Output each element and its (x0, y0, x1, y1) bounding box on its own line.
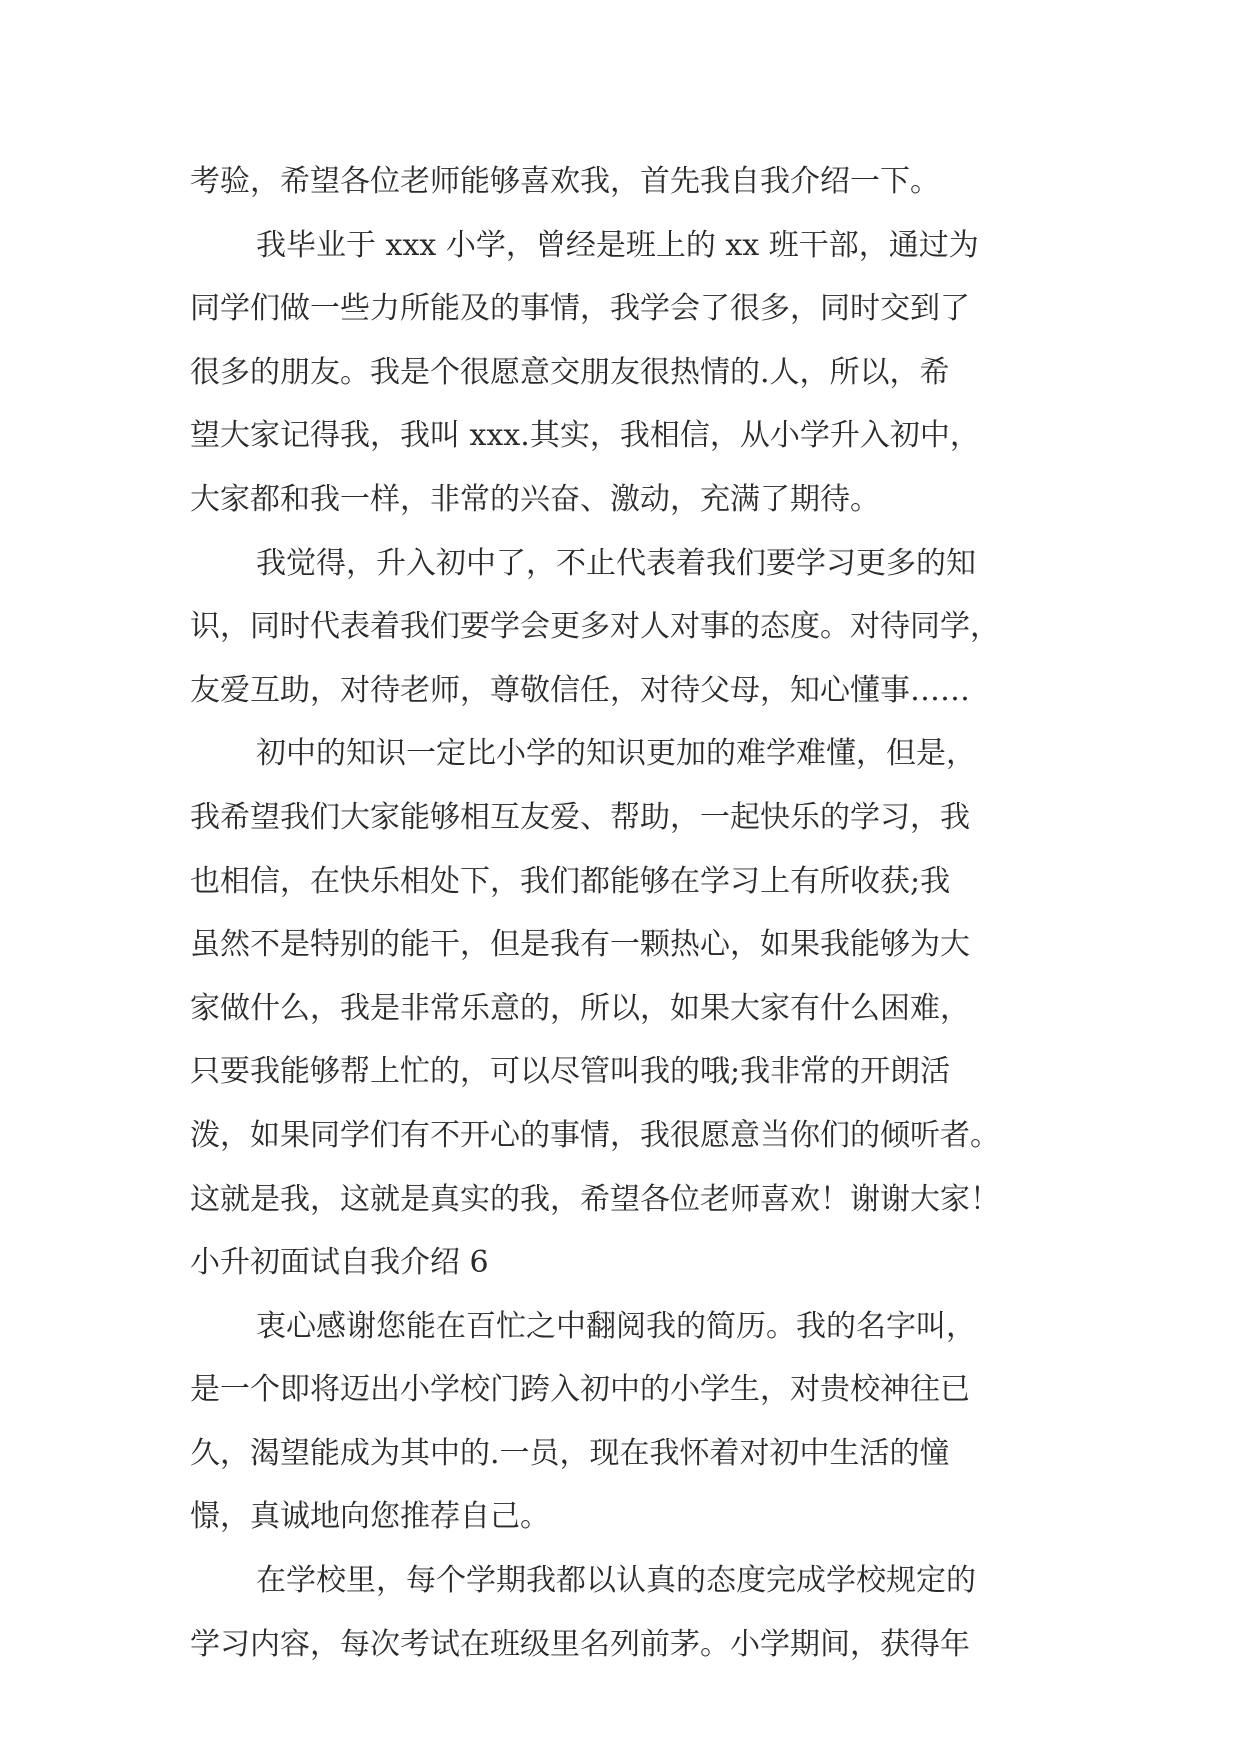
text-line: 学习内容，每次考试在班级里名列前茅。小学期间，获得年 (190, 1626, 970, 1662)
text-line: 考验，希望各位老师能够喜欢我，首先我自我介绍一下。 (190, 164, 940, 199)
text-line: 识，同时代表着我们要学会更多对人对事的态度。对待同学， (190, 609, 1000, 645)
paragraph-start-line: 衷心感谢您能在百忙之中翻阅我的简历。我的名字叫， (256, 1308, 976, 1344)
text-line: 家做什么，我是非常乐意的，所以，如果大家有什么困难， (190, 990, 970, 1026)
text-line: 同学们做一些力所能及的事情，我学会了很多，同时交到了 (190, 291, 970, 327)
document-page (190, 150, 1060, 1676)
paragraph-start-line: 我毕业于 xxx 小学，曾经是班上的 xx 班干部，通过为 (256, 227, 979, 263)
paragraph-start-line: 初中的知识一定比小学的知识更加的难学难懂，但是， (256, 736, 976, 772)
text-line: 是一个即将迈出小学校门跨入初中的小学生，对贵校神往已 (190, 1372, 970, 1408)
paragraph-start-line: 我觉得，升入初中了，不止代表着我们要学习更多的知 (256, 545, 976, 581)
text-line: 这就是我，这就是真实的我，希望各位老师喜欢！谢谢大家！ (190, 1181, 1000, 1217)
text-line: 我希望我们大家能够相互友爱、帮助，一起快乐的学习，我 (190, 799, 970, 835)
text-line: 也相信，在快乐相处下，我们都能够在学习上有所收获;我 (190, 863, 951, 899)
text-line: 很多的朋友。我是个很愿意交朋友很热情的.人，所以，希 (190, 354, 950, 390)
text-line: 友爱互助，对待老师，尊敬信任，对待父母，知心懂事…… (190, 672, 970, 708)
text-line: 望大家记得我，我叫 xxx.其实，我相信，从小学升入初中， (190, 418, 980, 454)
section-heading: 小升初面试自我介绍 6 (190, 1245, 489, 1281)
text-line: 虽然不是特别的能干，但是我有一颗热心，如果我能够为大 (190, 927, 970, 963)
text-line: 泼，如果同学们有不开心的事情，我很愿意当你们的倾听者。 (190, 1117, 1000, 1153)
text-line: 大家都和我一样，非常的兴奋、激动，充满了期待。 (190, 481, 880, 517)
paragraph-start-line: 在学校里，每个学期我都以认真的态度完成学校规定的 (256, 1563, 976, 1599)
text-line: 只要我能够帮上忙的，可以尽管叫我的哦;我非常的开朗活 (190, 1054, 951, 1090)
text-line: 憬，真诚地向您推荐自己。 (190, 1499, 550, 1535)
text-line: 久，渴望能成为其中的.一员，现在我怀着对初中生活的憧 (190, 1435, 950, 1471)
